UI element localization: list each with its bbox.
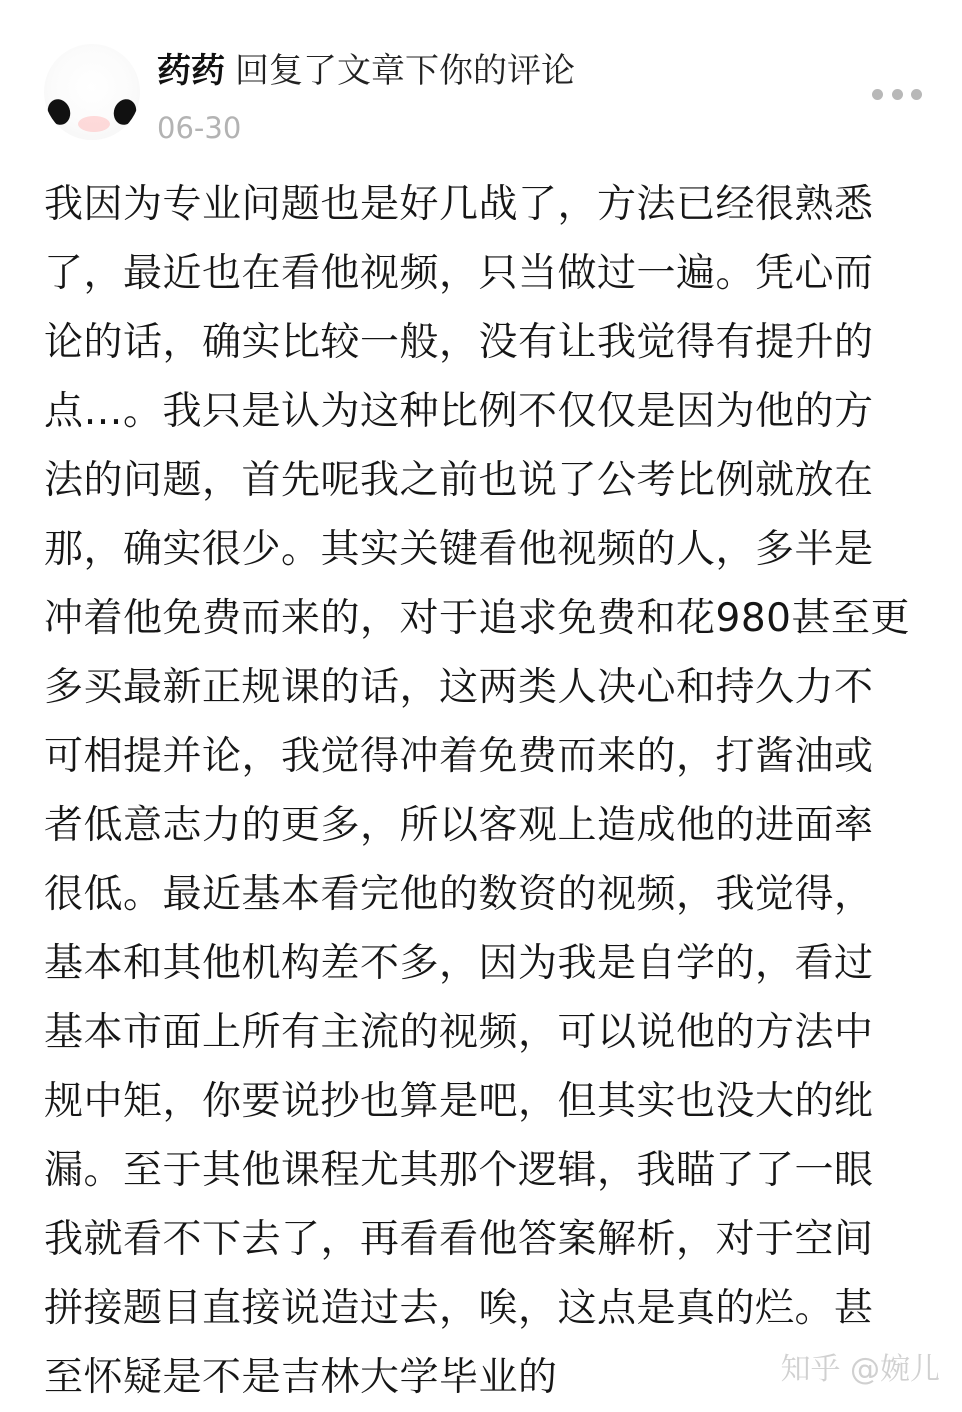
comment-line: 论的话，确实比较一般，没有让我觉得有提升的	[44, 320, 874, 365]
avatar-ear-right	[110, 96, 140, 128]
avatar-ear-left	[44, 96, 74, 128]
comment-line: 拼接题目直接说造过去，唉，这点是真的烂。甚	[44, 1286, 874, 1331]
more-options-button[interactable]	[872, 82, 922, 106]
comment-line: 很低。最近基本看完他的数资的视频，我觉得，	[44, 872, 874, 917]
comment-line: 冲着他免费而来的，对于追求免费和花980甚至更	[44, 596, 910, 641]
timestamp: 06-30	[157, 111, 242, 145]
comment-line: 基本市面上所有主流的视频，可以说他的方法中	[44, 1010, 874, 1055]
notification-header	[0, 0, 962, 160]
comment-line: 那，确实很少。其实关键看他视频的人，多半是	[44, 527, 874, 572]
comment-line: 法的问题，首先呢我之前也说了公考比例就放在	[44, 458, 874, 503]
avatar-blush	[78, 116, 110, 132]
comment-body[interactable]	[44, 170, 920, 1412]
avatar[interactable]	[44, 44, 140, 140]
comment-line: 至怀疑是不是吉林大学毕业的	[44, 1355, 558, 1400]
comment-line: 点…。我只是认为这种比例不仅仅是因为他的方	[44, 389, 874, 434]
comment-line: 了，最近也在看他视频，只当做过一遍。凭心而	[44, 251, 874, 296]
more-dot-icon	[911, 89, 922, 100]
notification-title	[157, 48, 575, 94]
username[interactable]: 药药	[157, 51, 225, 91]
comment-line: 基本和其他机构差不多，因为我是自学的，看过	[44, 941, 874, 986]
more-dot-icon	[892, 89, 903, 100]
comment-line: 规中矩，你要说抄也算是吧，但其实也没大的纰	[44, 1079, 874, 1124]
comment-line: 可相提并论，我觉得冲着免费而来的，打酱油或	[44, 734, 874, 779]
notification-action-text: 回复了文章下你的评论	[235, 51, 575, 91]
comment-line: 者低意志力的更多，所以客观上造成他的进面率	[44, 803, 874, 848]
more-dot-icon	[872, 89, 883, 100]
comment-line: 我因为专业问题也是好几战了，方法已经很熟悉	[44, 182, 874, 227]
watermark: 知乎 @婉儿	[780, 1352, 940, 1387]
comment-line: 我就看不下去了，再看看他答案解析，对于空间	[44, 1217, 874, 1262]
comment-line: 漏。至于其他课程尤其那个逻辑，我瞄了了一眼	[44, 1148, 874, 1193]
comment-line: 多买最新正规课的话，这两类人决心和持久力不	[44, 665, 874, 710]
